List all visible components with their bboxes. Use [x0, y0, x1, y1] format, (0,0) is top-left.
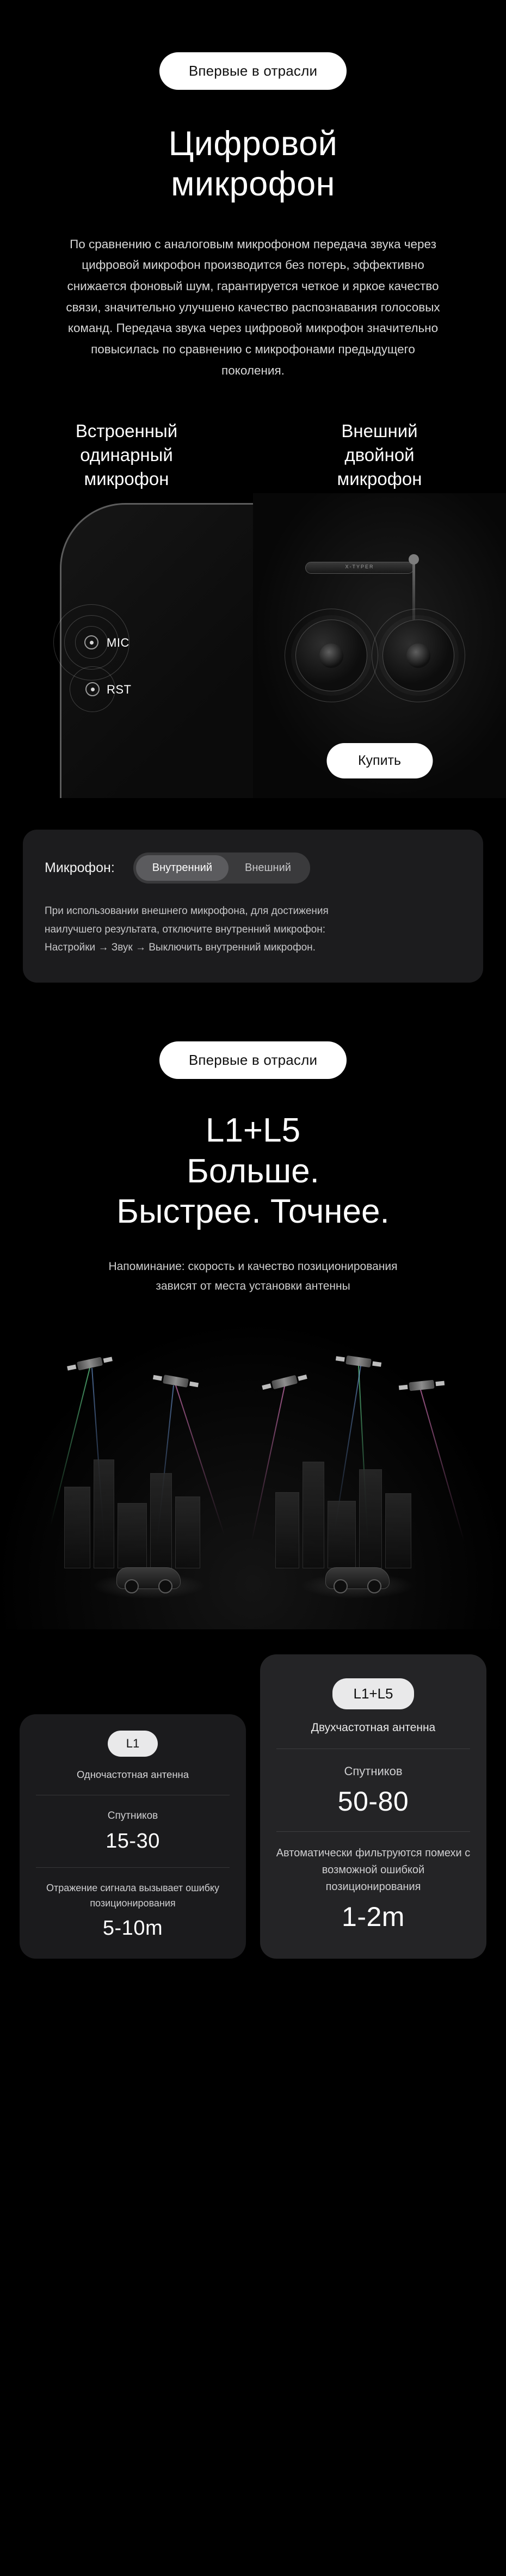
spec-chip-l1: L1 [108, 1731, 158, 1757]
spec-satellites-value-l1l5: 50-80 [337, 1786, 409, 1817]
spec-caption-l1l5: Двухчастотная антенна [311, 1721, 436, 1734]
internal-mic-title [0, 419, 253, 493]
panel-external-microphone [253, 419, 506, 798]
spec-note-l1l5: Автоматически фильтруются помехи с возможной ошибкой позиционирования [276, 1847, 471, 1893]
section-gnss [0, 983, 506, 2008]
mic-stem-cap-graphic [409, 554, 419, 565]
external-title-line-2: двойной [344, 445, 415, 465]
building-10 [385, 1493, 411, 1568]
microphone-setting-label: Микрофон: [45, 860, 115, 876]
gnss-sub-line-1: Напоминание: скорость и качество позиционирования [108, 1260, 398, 1273]
gnss-headline-line-3: Быстрее. Точнее. [116, 1193, 390, 1230]
page-title-gnss [0, 1111, 506, 1232]
note-line-2: наилучшего результата, отключите внутренний микрофон: [45, 923, 326, 935]
spec-card-l1 [20, 1714, 246, 1958]
switcher-option-internal[interactable]: Внутренний [136, 855, 229, 881]
spec-satellites-label-l1l5: Спутников [344, 1764, 403, 1778]
buy-button[interactable]: Купить [326, 743, 433, 778]
internal-title-line-1: Встроенный [75, 421, 178, 441]
microphone-comparison [0, 419, 506, 798]
spec-accuracy-value-l1: 5-10m [102, 1916, 163, 1940]
note-line-1: При использовании внешнего микрофона, для достижения [45, 905, 329, 917]
microphone-source-switcher[interactable] [133, 852, 310, 884]
switcher-option-external[interactable]: Внешний [245, 862, 291, 874]
spec-caption-l1: Одночастотная антенна [76, 1769, 189, 1781]
spec-satellites-label-l1: Спутников [107, 1810, 158, 1822]
internal-title-line-3: микрофон [84, 469, 169, 489]
mic-module-bar [305, 562, 414, 574]
vehicle-left [116, 1567, 181, 1589]
gnss-sub-line-2: зависят от места установки антенны [156, 1280, 350, 1293]
microphone-description: По сравнению с аналоговым микрофоном передача звука через цифровой микрофон производится без потерь, эффективно снижается фоновый шум, гарантируется четкое и яркое качество связи, значительно улучшено качество распознавания голосовых команд. Передача звука через цифровой микрофон значительно повысилась по сравнению с микрофонами предыдущего поколения. [66, 237, 440, 377]
spec-satellites-value-l1: 15-30 [106, 1829, 160, 1853]
building-1 [64, 1487, 90, 1568]
spec-divider-l1l5-b [276, 1831, 470, 1832]
badge-container-gnss [0, 1041, 506, 1079]
mic-hole-label: MIC [107, 636, 129, 650]
building-6 [275, 1492, 299, 1568]
spec-card-l1l5 [260, 1654, 486, 1959]
internal-title-line-2: одинарный [80, 445, 173, 465]
headline-line-1: Цифровой [168, 125, 338, 163]
building-3 [118, 1503, 147, 1568]
badge-container-mic [0, 52, 506, 90]
building-4 [150, 1473, 172, 1568]
vehicle-right [325, 1567, 390, 1589]
building-2 [94, 1459, 114, 1568]
building-5 [175, 1496, 200, 1568]
section-digital-microphone [0, 0, 506, 983]
microphone-settings-card [23, 830, 483, 983]
microphone-setting-note [45, 902, 461, 956]
page-title-microphone [0, 124, 506, 205]
rst-hole-label: RST [107, 683, 132, 697]
device-brand-mark: X-TYPER [345, 564, 374, 570]
signal-beam-right-4 [420, 1389, 465, 1541]
spec-accuracy-value-l1l5: 1-2m [342, 1901, 405, 1932]
external-mic-illustration [253, 493, 506, 798]
lens-halo-left [285, 609, 378, 702]
external-mic-title [253, 419, 506, 493]
panel-internal-microphone [0, 419, 253, 798]
spec-divider-l1-b [36, 1867, 230, 1868]
gnss-headline-line-1: L1+L5 [205, 1112, 301, 1150]
microphone-toggle-row [45, 852, 461, 884]
external-title-line-3: микрофон [337, 469, 422, 489]
note-line-3: Настройки → Звук → Выключить внутренний микрофон. [45, 941, 316, 953]
gnss-spec-cards [0, 1654, 506, 2008]
building-9 [359, 1469, 382, 1568]
internal-mic-illustration [0, 493, 253, 798]
industry-first-badge-mic: Впервые в отрасли [159, 52, 347, 90]
spec-note-l1: Отражение сигнала вызывает ошибку позиционирования [46, 1882, 220, 1909]
lens-halo-right [372, 609, 465, 702]
spec-chip-l1l5: L1+L5 [332, 1678, 414, 1709]
satellite-icon-right-3 [409, 1379, 434, 1391]
building-7 [303, 1462, 324, 1568]
gnss-subtitle [57, 1257, 449, 1296]
gnss-headline-line-2: Больше. [187, 1152, 319, 1190]
building-8 [328, 1501, 356, 1568]
industry-first-badge-gnss: Впервые в отрасли [159, 1041, 347, 1079]
gnss-illustration [0, 1324, 506, 1629]
external-title-line-1: Внешний [341, 421, 418, 441]
headline-line-2: микрофон [171, 165, 335, 204]
